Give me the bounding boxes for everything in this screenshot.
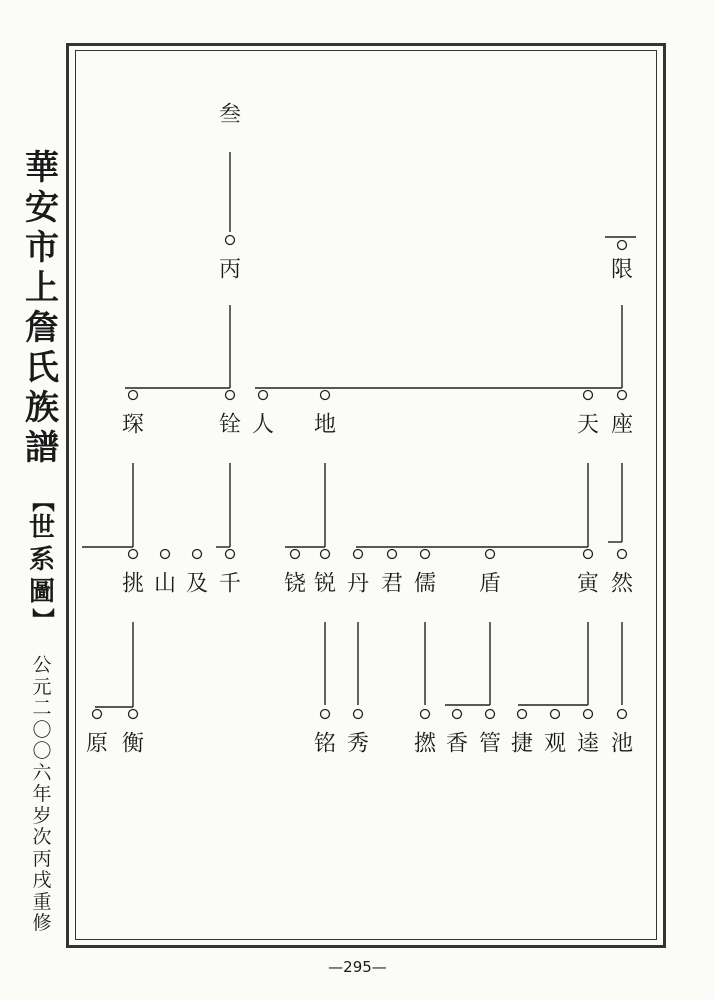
person-node <box>122 710 144 757</box>
person-name: 山 <box>153 571 177 597</box>
section-label: 【 世 系 圖 】 <box>28 489 55 631</box>
node-marker <box>129 391 138 400</box>
title-char: 譜 <box>25 428 59 468</box>
title-char: 華 <box>25 148 59 188</box>
node-marker <box>518 710 527 719</box>
title-char: 氏 <box>25 348 59 388</box>
person-node <box>446 710 468 757</box>
person-node <box>219 391 241 438</box>
person-name: 丹 <box>346 571 370 597</box>
node-marker <box>354 550 363 559</box>
node-marker <box>259 391 268 400</box>
node-marker <box>618 241 627 250</box>
person-node <box>314 710 336 757</box>
node-marker <box>584 710 593 719</box>
person-node <box>577 550 600 597</box>
person-node <box>381 550 403 597</box>
node-marker <box>618 391 627 400</box>
person-node <box>86 710 108 757</box>
person-node <box>219 236 241 283</box>
date-char: 修 <box>32 912 52 934</box>
section-char: 系 <box>28 545 55 575</box>
date-char: 次 <box>32 826 52 848</box>
person-node <box>544 710 566 757</box>
node-marker <box>321 391 330 400</box>
person-name: 限 <box>610 257 634 283</box>
node-marker <box>618 710 627 719</box>
person-node <box>577 391 599 438</box>
person-name: 儒 <box>413 571 437 597</box>
person-node <box>284 550 306 597</box>
person-node <box>611 241 633 283</box>
person-name: 寅 <box>576 571 600 597</box>
person-node <box>122 550 144 597</box>
date-char: 六 <box>32 761 52 784</box>
person-name: 天 <box>576 412 600 438</box>
node-marker <box>486 710 495 719</box>
person-node <box>414 710 437 757</box>
person-nodes <box>86 103 634 757</box>
person-node <box>479 550 501 597</box>
date-char: 岁 <box>32 804 52 827</box>
title-char: 安 <box>25 188 59 228</box>
date-char: 公 <box>32 654 52 676</box>
person-node <box>347 550 369 597</box>
person-node <box>219 550 241 597</box>
date-char: 〇 <box>32 718 52 741</box>
node-marker <box>321 550 330 559</box>
node-marker <box>226 236 235 245</box>
person-name: 逵 <box>576 731 600 757</box>
person-name: 君 <box>380 571 404 597</box>
node-marker <box>388 550 397 559</box>
person-name: 盾 <box>478 571 502 597</box>
person-name: 人 <box>251 412 275 438</box>
date-char: 戌 <box>32 869 52 891</box>
node-marker <box>226 550 235 559</box>
person-node <box>219 103 241 128</box>
person-node <box>314 391 336 438</box>
node-marker <box>193 550 202 559</box>
node-marker <box>584 391 593 400</box>
person-name: 撚 <box>413 731 437 757</box>
person-node <box>347 710 369 757</box>
person-name: 铭 <box>313 731 337 757</box>
date-char: 重 <box>32 890 52 913</box>
person-name: 锐 <box>313 571 337 597</box>
person-name: 及 <box>185 571 209 597</box>
node-marker <box>618 550 627 559</box>
node-marker <box>321 710 330 719</box>
node-marker <box>161 550 170 559</box>
person-name: 铙 <box>283 571 307 597</box>
person-name: 丙 <box>218 257 242 283</box>
person-name: 捷 <box>510 731 534 757</box>
date-char: 丙 <box>32 847 52 870</box>
date-char: 〇 <box>32 740 52 762</box>
person-node <box>611 550 634 597</box>
person-node <box>479 710 501 757</box>
person-name: 千 <box>218 571 242 597</box>
node-marker <box>93 710 102 719</box>
page-number: —295— <box>328 958 387 976</box>
person-node <box>577 710 599 757</box>
date-char: 元 <box>32 675 52 698</box>
node-marker <box>291 550 300 559</box>
person-node <box>186 550 208 597</box>
person-node <box>154 550 176 597</box>
node-marker <box>226 391 235 400</box>
person-name: 铨 <box>218 412 242 438</box>
person-name: 座 <box>610 412 634 438</box>
person-name: 叁 <box>218 102 242 128</box>
person-name: 管 <box>478 731 502 757</box>
person-name: 观 <box>543 731 567 757</box>
person-node <box>252 391 274 438</box>
person-node <box>314 550 336 597</box>
title-char: 族 <box>25 388 59 428</box>
title-char: 詹 <box>25 308 59 348</box>
node-marker <box>584 550 593 559</box>
person-name: 挑 <box>121 571 145 597</box>
person-node <box>414 550 436 597</box>
node-marker <box>453 710 462 719</box>
node-marker <box>129 550 138 559</box>
person-node <box>611 710 633 757</box>
person-node <box>611 391 633 438</box>
node-marker <box>129 710 138 719</box>
date-char: 年 <box>32 783 52 805</box>
person-name: 池 <box>610 731 634 757</box>
person-name: 香 <box>445 731 469 757</box>
person-name: 地 <box>313 412 337 438</box>
person-name: 然 <box>610 571 634 597</box>
person-name: 琛 <box>121 412 145 438</box>
person-name: 衡 <box>121 731 145 757</box>
person-name: 秀 <box>346 731 370 757</box>
node-marker <box>486 550 495 559</box>
section-char: 圖 <box>28 577 55 607</box>
title-char: 上 <box>25 268 59 308</box>
node-marker <box>551 710 560 719</box>
node-marker <box>421 710 430 719</box>
node-marker <box>354 710 363 719</box>
date-char: 二 <box>32 697 52 719</box>
person-node <box>511 710 533 757</box>
title-char: 市 <box>25 228 59 268</box>
person-name: 原 <box>85 731 109 757</box>
section-char: 世 <box>28 513 55 543</box>
node-marker <box>421 550 430 559</box>
lineage-lines <box>82 152 636 707</box>
person-node <box>122 391 144 438</box>
